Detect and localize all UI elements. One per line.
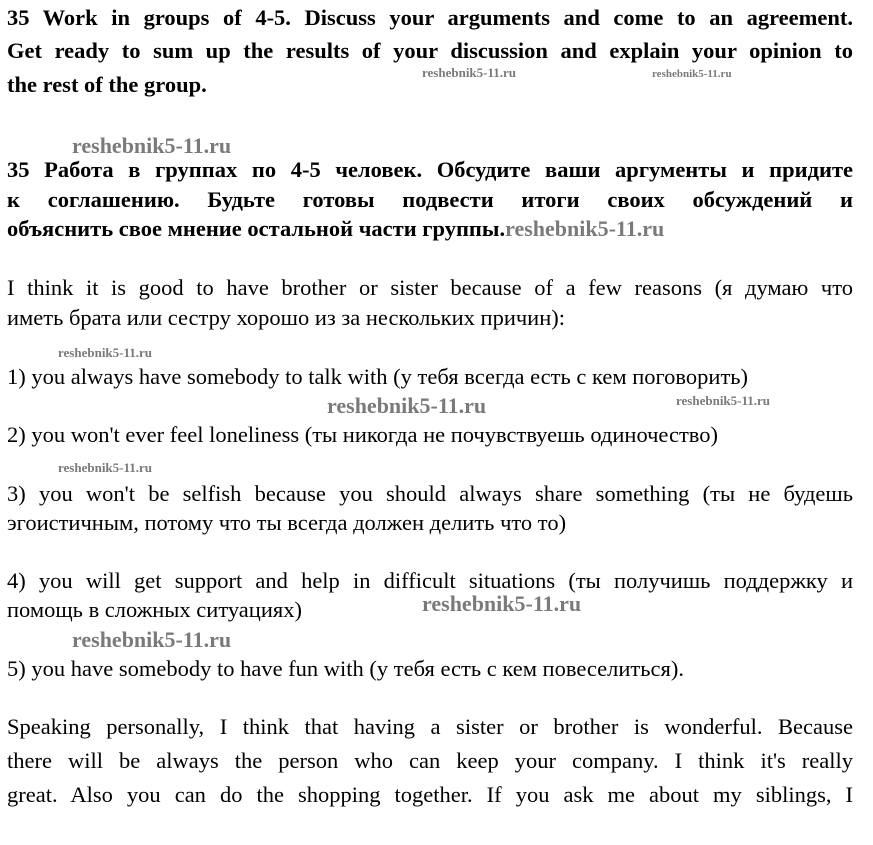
task-en-line-2: Get ready to sum up the results of your discussion and explain your opinion to	[7, 38, 853, 63]
closing-line-3: great. Also you can do the shopping together. If you ask me about my siblings, I	[7, 782, 853, 807]
watermark: reshebnik5-11.ru	[652, 68, 732, 80]
list-item-3-line-1: 3) you won't be selfish because you should always share something (ты не будешь	[7, 481, 853, 506]
intro-line-1: I think it is good to have brother or sister because of a few reasons (я думаю что	[7, 275, 853, 300]
task-ru-line-3: объяснить свое мнение остальной части группы.reshebnik5-11.ru	[7, 216, 665, 241]
closing-line-2: there will be always the person who can keep your company. I think it's really	[7, 748, 853, 773]
task-en-line-1: 35 Work in groups of 4-5. Discuss your arguments and come to an agreement.	[7, 5, 853, 30]
watermark: reshebnik5-11.ru	[72, 627, 232, 652]
watermark: reshebnik5-11.ru	[327, 393, 487, 418]
list-item-1: 1) you always have somebody to talk with (у тебя всегда есть с кем поговорить)	[7, 364, 749, 389]
list-item-5: 5) you have somebody to have fun with (у тебя есть с кем повеселиться).	[7, 656, 684, 681]
task-ru-line-2: к соглашению. Будьте готовы подвести итоги своих обсуждений и	[7, 187, 853, 212]
task-en-line-3: the rest of the group.	[7, 72, 207, 97]
closing-line-1: Speaking personally, I think that having a sister or brother is wonderful. Because	[7, 714, 853, 739]
watermark: reshebnik5-11.ru	[58, 345, 153, 360]
watermark: reshebnik5-11.ru	[422, 65, 517, 80]
list-item-4-line-2: помощь в сложных ситуациях)	[7, 597, 302, 622]
watermark: reshebnik5-11.ru	[505, 216, 665, 241]
list-item-4-line-1: 4) you will get support and help in difficult situations (ты получишь поддержку и	[7, 568, 853, 593]
watermark: reshebnik5-11.ru	[422, 591, 582, 616]
task-ru-line-1: 35 Работа в группах по 4-5 человек. Обсудите ваши аргументы и придите	[7, 157, 853, 182]
list-item-3-line-2: эгоистичным, потому что ты всегда должен делить что то)	[7, 510, 567, 535]
intro-line-2: иметь брата или сестру хорошо из за нескольких причин):	[7, 305, 565, 330]
watermark: reshebnik5-11.ru	[676, 393, 771, 408]
watermark: reshebnik5-11.ru	[72, 133, 232, 158]
watermark: reshebnik5-11.ru	[58, 460, 153, 475]
list-item-2: 2) you won't ever feel loneliness (ты никогда не почувствуешь одиночество)	[7, 422, 719, 447]
